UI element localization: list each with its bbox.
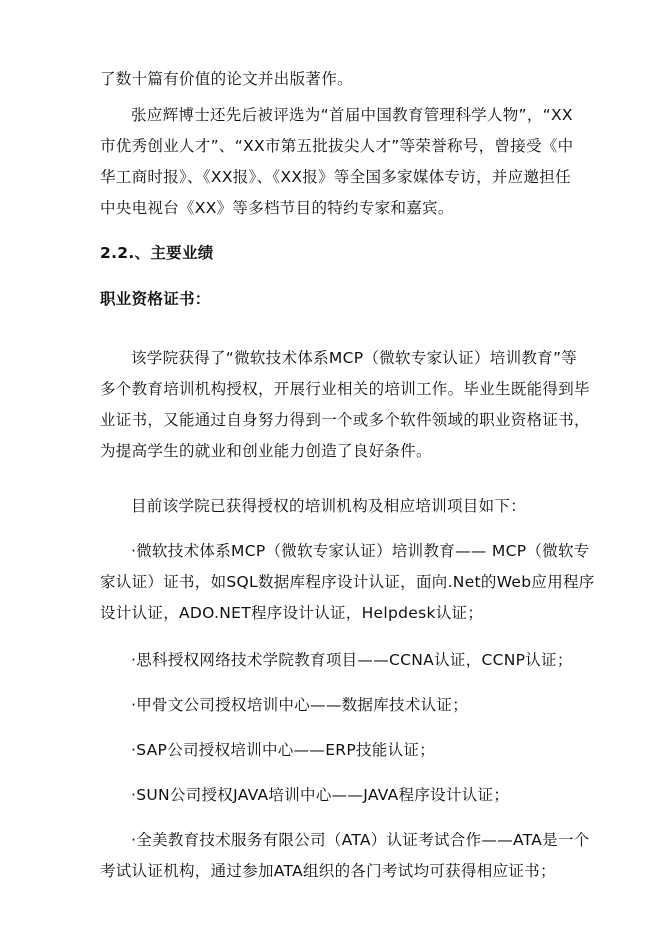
list-item-oracle: [100, 690, 600, 721]
paragraph-list-intro: [100, 491, 600, 522]
text-line: 中央电视台《XX》等多档节目的特约专家和嘉宾。: [100, 199, 454, 217]
text-line: 为提高学生的就业和创业能力创造了良好条件。: [100, 442, 432, 460]
text-line: ·SUN公司授权JAVA培训中心——JAVA程序设计认证；: [131, 786, 510, 804]
text-line: 设计认证，ADO.NET程序设计认证，Helpdesk认证；: [100, 604, 484, 622]
text-line: 华工商时报》、《XX报》、《XX报》等全国多家媒体专访，并应邀担任: [100, 168, 571, 186]
text-line: ·SAP公司授权培训中心——ERP技能认证；: [131, 741, 436, 759]
text-line: 家认证）证书，如SQL数据库程序设计认证，面向.Net的Web应用程序: [100, 573, 595, 591]
text-line: ·微软技术体系MCP（微软专家认证）培训教育—— MCP（微软专: [131, 542, 590, 560]
text-line: 目前该学院已获得授权的培训机构及相应培训项目如下：: [131, 497, 527, 515]
text-line: 张应辉博士还先后被评选为“首届中国教育管理科学人物”，“XX: [131, 106, 573, 124]
list-item-cisco: [100, 645, 600, 676]
text-line: 该学院获得了“微软技术体系MCP（微软专家认证）培训教育”等: [131, 349, 578, 367]
paragraph-continuation: [100, 64, 600, 95]
subsection-title: 职业资格证书：: [100, 290, 211, 308]
paragraph-honors: [100, 100, 600, 224]
text-line: 考试认证机构，通过参加ATA组织的各门考试均可获得相应证书；: [100, 862, 556, 880]
list-item-sun: [100, 780, 600, 811]
text-line: ·甲骨文公司授权培训中心——数据库技术认证；: [131, 696, 469, 714]
text-line: 业证书，又能通过自身努力得到一个或多个软件领域的职业资格证书，: [100, 411, 590, 429]
list-item-sap: [100, 735, 600, 766]
text-line: 多个教育培训机构授权，开展行业相关的培训工作。毕业生既能得到毕: [100, 380, 590, 398]
text-line: ·思科授权网络技术学院教育项目——CCNA认证，CCNP认证；: [131, 651, 573, 669]
text-line: ·全美教育技术服务有限公司（ATA）认证考试合作——ATA是一个: [131, 831, 590, 849]
text-line: 市优秀创业人才”、“XX市第五批拔尖人才”等荣誉称号，曾接受《中: [100, 137, 574, 155]
section-heading: [100, 238, 600, 269]
text-line: 了数十篇有价值的论文并出版著作。: [100, 70, 353, 88]
section-title: 2.2.、主要业绩: [100, 244, 214, 262]
list-item-ata: [100, 825, 600, 887]
subsection-heading: [100, 284, 600, 315]
list-item-microsoft: [100, 536, 600, 629]
paragraph-certification: [100, 343, 600, 467]
